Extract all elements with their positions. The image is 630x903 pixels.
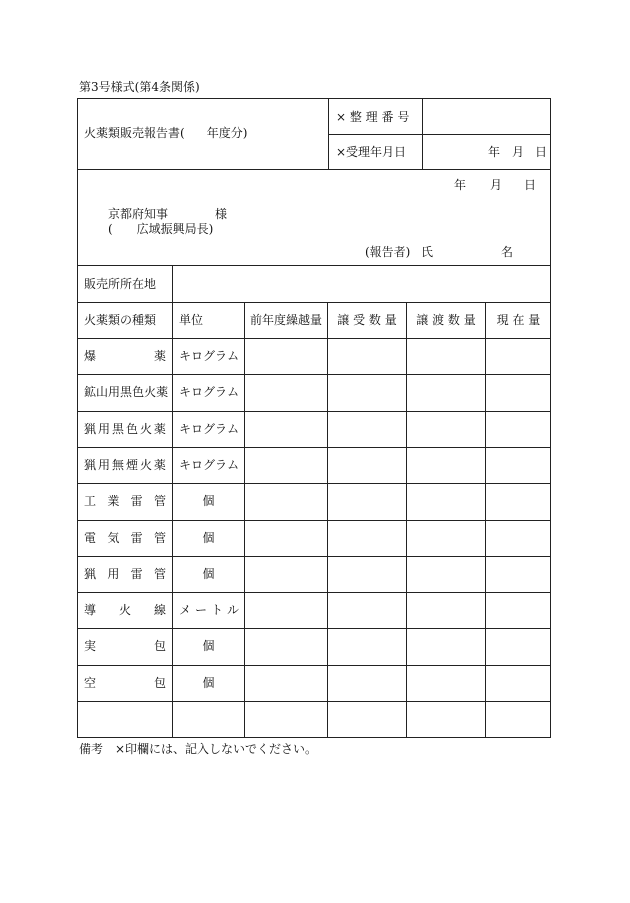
recipient: 京都府知事 [108, 207, 169, 221]
transferred-field[interactable] [407, 702, 485, 736]
row-type-label: 猟 用 無 煙 火 薬 [84, 457, 166, 472]
carryover-field[interactable] [245, 448, 327, 482]
date-month: 月 [490, 178, 503, 192]
row-unit-label: キ ロ グ ラ ム [179, 385, 240, 400]
form-title-year: 年度分) [206, 126, 248, 140]
transferred-field[interactable] [407, 521, 485, 555]
received-field[interactable] [328, 375, 406, 409]
received-field[interactable] [328, 666, 406, 700]
location-label: 販売所所在地 [84, 277, 157, 291]
recipient-suffix: 様 [215, 207, 228, 221]
current-field[interactable] [486, 629, 550, 663]
transferred-field[interactable] [407, 339, 485, 373]
received-field[interactable] [328, 629, 406, 663]
received-field[interactable] [328, 448, 406, 482]
current-field[interactable] [486, 593, 550, 627]
col-header-carryover: 前年度繰越量 [249, 313, 322, 327]
current-field[interactable] [486, 557, 550, 591]
col-header-type: 火薬類の種類 [84, 313, 157, 327]
received-field[interactable] [328, 521, 406, 555]
carryover-field[interactable] [245, 484, 327, 518]
row-type-label: 爆 薬 [84, 349, 166, 363]
carryover-field[interactable] [245, 412, 327, 446]
received-month: 月 [512, 145, 525, 159]
transferred-field[interactable] [407, 375, 485, 409]
transferred-field[interactable] [407, 629, 485, 663]
date-day: 日 [524, 178, 537, 192]
carryover-field[interactable] [245, 557, 327, 591]
current-field[interactable] [486, 702, 550, 736]
received-field[interactable] [328, 412, 406, 446]
col-header-current: 現 在 量 [496, 313, 541, 327]
received-field[interactable] [328, 484, 406, 518]
received-date-label: ×受理年月日 [336, 145, 407, 159]
name-label-first: 氏 [421, 245, 434, 259]
row-unit-label: 個 [202, 675, 215, 690]
row-type-label: 猟 用 黒 色 火 薬 [84, 421, 166, 436]
row-unit-label: キ ロ グ ラ ム [179, 421, 240, 436]
form-number: 第3号様式(第4条関係) [79, 80, 200, 94]
received-date-field[interactable] [423, 135, 550, 168]
form-title-text: 火薬類販売報告書( [84, 126, 185, 140]
name-label-second: 名 [501, 245, 514, 259]
carryover-field[interactable] [245, 593, 327, 627]
current-field[interactable] [486, 521, 550, 555]
row-unit-label: 個 [202, 566, 215, 581]
form-title [84, 126, 247, 140]
row-type-label: 空 包 [84, 675, 166, 690]
transferred-field[interactable] [407, 666, 485, 700]
current-field[interactable] [486, 339, 550, 373]
row-type-label: 実 包 [84, 639, 166, 654]
received-field[interactable] [328, 593, 406, 627]
row-unit-label: 個 [202, 530, 215, 545]
carryover-field[interactable] [245, 702, 327, 736]
transferred-field[interactable] [407, 412, 485, 446]
remarks-note: 備考 ×印欄には、記入しないでください。 [79, 742, 318, 756]
col-header-unit: 単位 [179, 313, 204, 327]
row-unit-label: 個 [202, 494, 215, 509]
current-field[interactable] [486, 375, 550, 409]
carryover-field[interactable] [245, 521, 327, 555]
row-type-label: 電 気 雷 管 [84, 530, 166, 545]
ref-number-label: × 整 理 番 号 [336, 110, 410, 124]
row-unit-label: キ ロ グ ラ ム [179, 457, 240, 472]
report-form [77, 98, 551, 738]
transferred-field[interactable] [407, 484, 485, 518]
current-field[interactable] [486, 484, 550, 518]
row-type-label: 工 業 雷 管 [84, 494, 166, 509]
col-header-received: 譲 受 数 量 [337, 313, 397, 327]
transferred-field[interactable] [407, 448, 485, 482]
location-field[interactable] [173, 266, 550, 301]
received-field[interactable] [328, 339, 406, 373]
ref-number-field[interactable] [423, 100, 550, 133]
carryover-field[interactable] [245, 666, 327, 700]
row-type-label: 猟 用 雷 管 [84, 566, 166, 581]
current-field[interactable] [486, 666, 550, 700]
row-type-label: 導 火 線 [84, 603, 166, 618]
received-year: 年 [488, 145, 501, 159]
row-unit-label: 個 [202, 639, 215, 654]
row-type-label: 鉱 山 用 黒 色 火 薬 [84, 385, 169, 400]
current-field[interactable] [486, 412, 550, 446]
col-header-transferred: 譲 渡 数 量 [416, 313, 476, 327]
carryover-field[interactable] [245, 339, 327, 373]
recipient-alt: ( 広域振興局長) [108, 222, 214, 236]
transferred-field[interactable] [407, 557, 485, 591]
carryover-field[interactable] [245, 629, 327, 663]
received-field[interactable] [328, 702, 406, 736]
current-field[interactable] [486, 448, 550, 482]
received-field[interactable] [328, 557, 406, 591]
date-year: 年 [454, 178, 467, 192]
reporter-label: (報告者) [365, 245, 411, 259]
row-unit-label: メ ー ト ル [179, 603, 239, 618]
carryover-field[interactable] [245, 375, 327, 409]
received-day: 日 [535, 145, 548, 159]
transferred-field[interactable] [407, 593, 485, 627]
row-unit-label: キ ロ グ ラ ム [179, 349, 240, 363]
